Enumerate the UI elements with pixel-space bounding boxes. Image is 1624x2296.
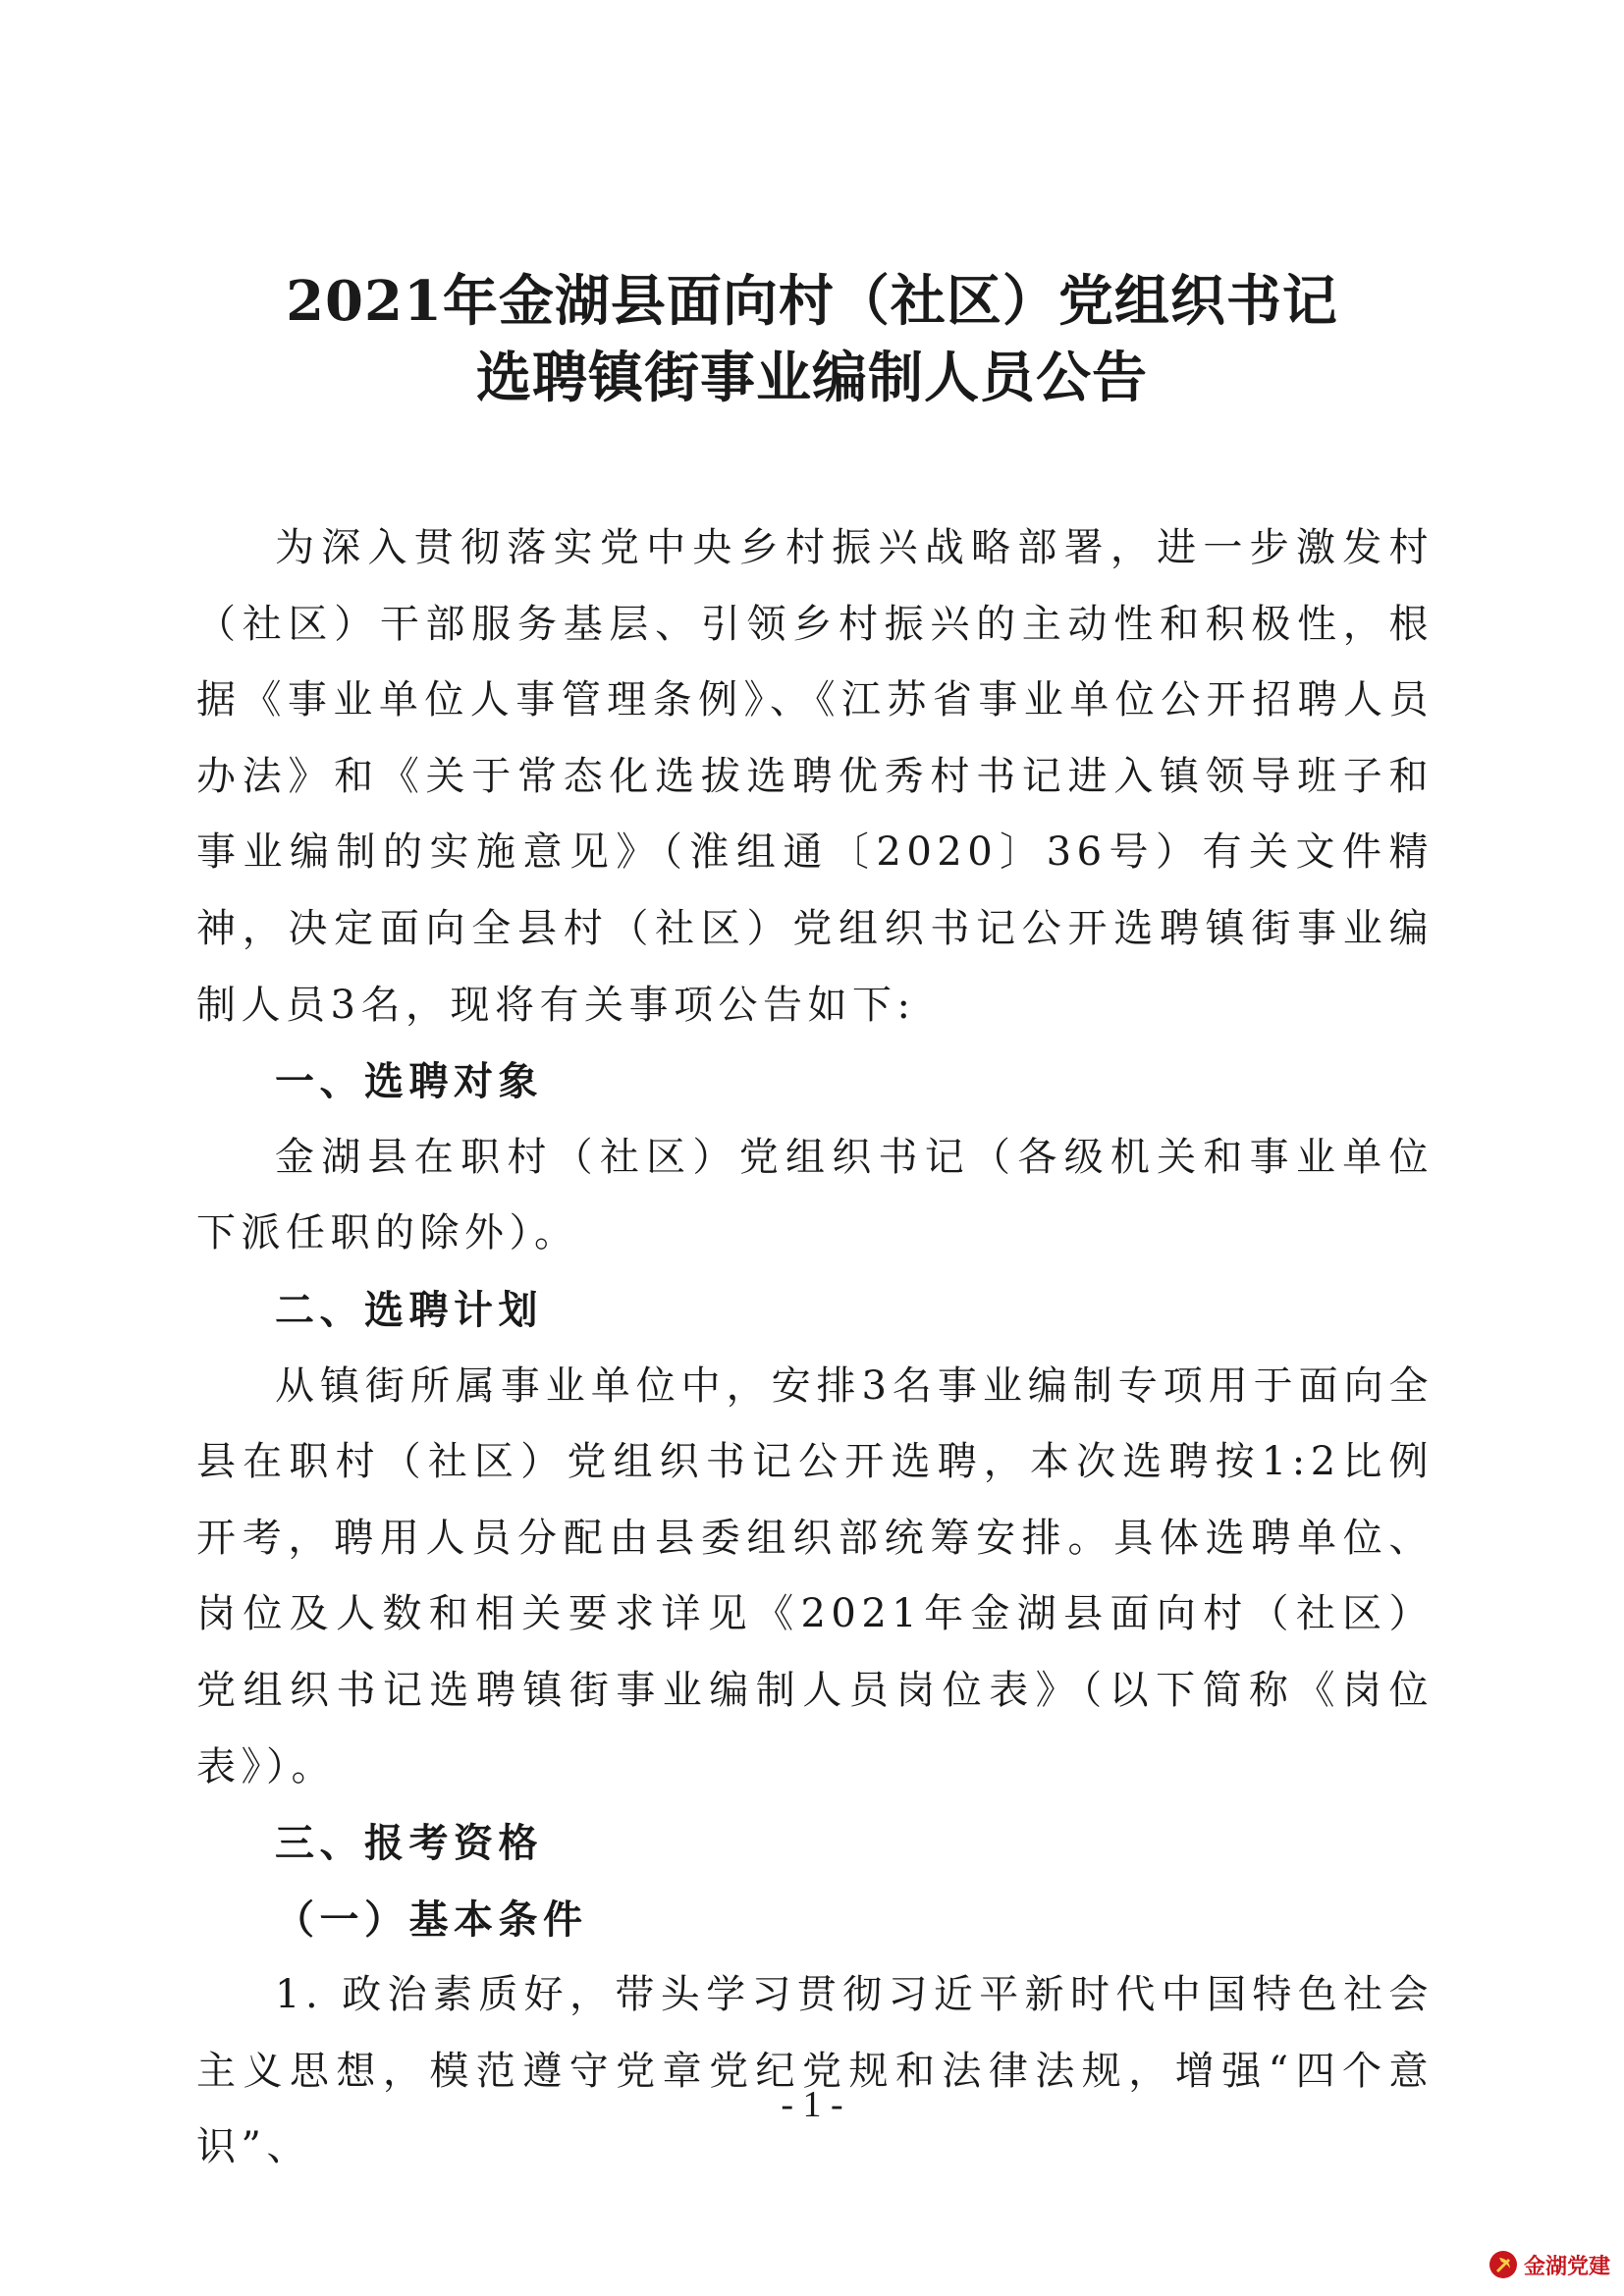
party-emblem-icon bbox=[1489, 2250, 1518, 2279]
condition-item-1: 1. 政治素质好，带头学习贯彻习近平新时代中国特色社会主义思想，模范遵守党章党纪党规和法律法规，增强“四个意识”、 bbox=[196, 1972, 1434, 2170]
section-2-paragraph: 从镇街所属事业单位中，安排3名事业编制专项用于面向全县在职村（社区）党组织书记公开选聘，本次选聘按1:2比例开考，聘用人员分配由县委组织部统筹安排。具体选聘单位、岗位及人数和相关要求详见《2021年金湖县面向村（社区）党组织书记选聘镇街事业编制人员岗位表》（以下简称《岗位表》）。 bbox=[196, 1362, 1434, 1789]
title-line-1: 2021年金湖县面向村（社区）党组织书记 bbox=[286, 269, 1338, 334]
document-body bbox=[196, 510, 1434, 2186]
section-1-paragraph: 金湖县在职村（社区）党组织书记（各级机关和事业单位下派任职的除外）。 bbox=[196, 1134, 1434, 1256]
watermark bbox=[1489, 2247, 1610, 2282]
section-heading-3: 三、报考资格 bbox=[275, 1820, 543, 1867]
section-heading-2: 二、选聘计划 bbox=[275, 1286, 543, 1333]
subsection-heading-1: （一）基本条件 bbox=[275, 1896, 588, 1943]
intro-paragraph: 为深入贯彻落实党中央乡村振兴战略部署，进一步激发村（社区）干部服务基层、引领乡村振兴的主动性和积极性，根据《事业单位人事管理条例》、《江苏省事业单位公开招聘人员办法》和《关于常态化选拔选聘优秀村书记进入镇领导班子和事业编制的实施意见》（淮组通〔2020〕36号）有关文件精神，决定面向全县村（社区）党组织书记公开选聘镇街事业编制人员3名，现将有关事项公告如下: bbox=[196, 525, 1434, 1028]
page-number: - 1 - bbox=[781, 2084, 843, 2125]
document-title bbox=[0, 263, 1624, 416]
watermark-text: 金湖党建 bbox=[1523, 2254, 1610, 2279]
section-heading-1: 一、选聘对象 bbox=[275, 1058, 543, 1105]
title-line-2: 选聘镇街事业编制人员公告 bbox=[476, 346, 1148, 410]
